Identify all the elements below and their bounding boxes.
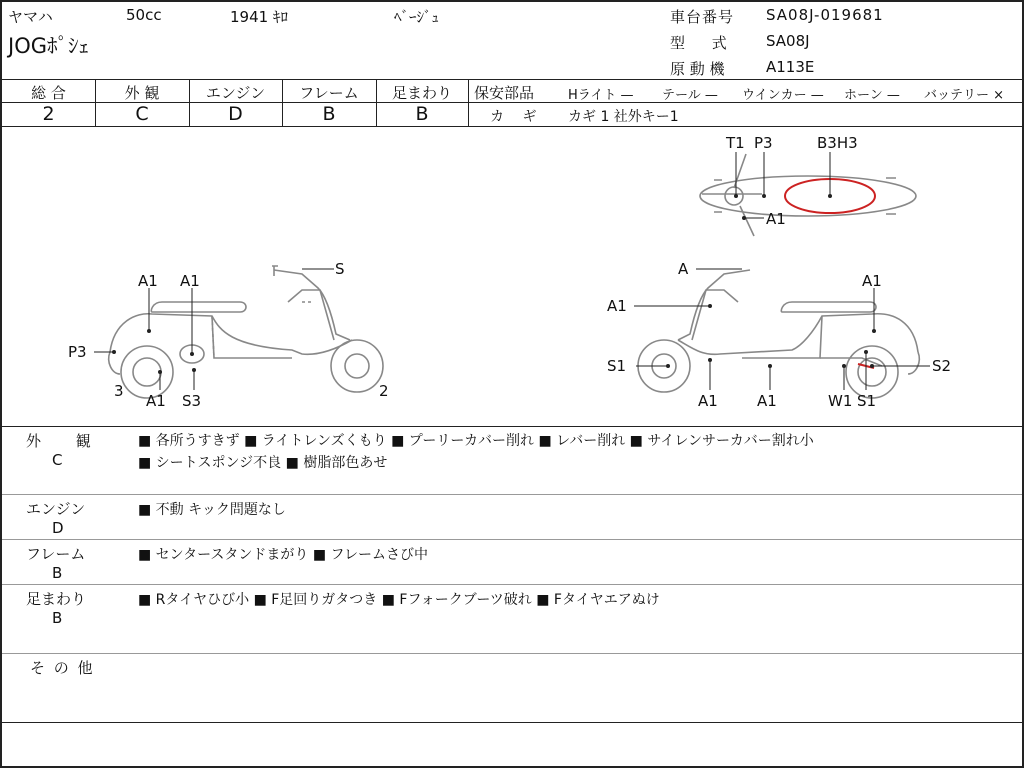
note-label-other: そ の 他 [30,659,93,677]
label-left-s3: S3 [182,392,202,410]
label-left-s: S [335,260,345,278]
grade-value-engine: D [228,103,243,125]
safety-label: 保安部品 [474,84,535,102]
engine-label: 原 動 機 [670,60,725,78]
grade-value-suspension: B [415,103,429,125]
label-top-a1: A1 [766,210,786,228]
grade-label-suspension: 足まわり [391,84,452,102]
frame-no-label: 車台番号 [670,8,735,26]
note-line-frame-1: ■ センタースタンドまがり ■ フレームさび中 [138,547,428,563]
note-line-engine-1: ■ 不動 キック問題なし [138,502,286,518]
label-left-a1-bottom: A1 [146,392,166,410]
frame-no: SA08J-019681 [766,6,884,24]
grade-label-overall: 総 合 [31,84,66,102]
grade-label-exterior: 外 観 [124,84,160,102]
label-right-s2: S2 [932,357,952,375]
damage-markers [112,194,876,374]
label-left-a1-panel: A1 [180,272,200,290]
grade-value-exterior: C [135,103,149,125]
displacement: 50cc [126,6,162,24]
label-left-a1-seat: A1 [138,272,158,290]
safety-winker: ウインカー — [742,88,824,103]
label-left-p3: P3 [68,343,87,361]
label-top-p3: P3 [754,134,773,152]
note-label-suspension: 足まわり [26,590,87,608]
header-divider [2,79,1022,80]
safety-battery: バッテリー × [924,88,1005,103]
scooter-top-view [700,154,916,236]
safety-horn: ホーン — [844,88,900,103]
safety-headlight: Hライト — [568,88,634,103]
note-grade-engine: D [52,519,64,537]
mileage: 1941 ｷﾛ [230,8,288,26]
label-right-w1: W1 [828,392,853,410]
label-right-a1-seat: A1 [862,272,882,290]
note-label-exterior: 外 観 [26,432,91,450]
grade-label-frame: フレーム [299,84,359,102]
note-grade-exterior: C [52,451,63,469]
note-label-engine: エンジン [26,500,86,518]
grade-value-overall: 2 [42,103,55,125]
label-right-s1-rear: S1 [857,392,877,410]
label-top-b3h3: B3H3 [817,134,858,152]
label-right-a1-body: A1 [757,392,777,410]
note-grade-suspension: B [52,609,63,627]
label-left-2: 2 [379,382,389,400]
label-right-a1-front: A1 [607,297,627,315]
model-name: JOGﾎﾟｼｪ [8,34,89,58]
type: SA08J [766,32,810,50]
note-line-exterior-2: ■ シートスポンジ不良 ■ 樹脂部色あせ [138,455,388,471]
key-value: カギ 1 社外キー1 [568,109,679,125]
grade-label-engine: エンジン [205,84,266,102]
label-right-a1-floor: A1 [698,392,718,410]
type-label: 型 式 [670,34,727,52]
note-label-frame: フレーム [26,545,86,563]
damage-diagram [2,126,1022,426]
maker: ヤマハ [8,8,53,26]
note-line-exterior-1: ■ 各所うすきず ■ ライトレンズくもり ■ プーリーカバー削れ ■ レバー削れ ■ サイレンサーカバー割れ小 [138,433,814,449]
label-right-a: A [678,260,689,278]
note-grade-frame: B [52,564,63,582]
label-top-t1: T1 [726,134,745,152]
key-label: カ ギ [490,109,537,125]
engine-model: A113E [766,58,815,76]
leader-lines [94,152,930,390]
label-right-s1-front: S1 [607,357,627,375]
color: ﾍﾞｰｼﾞｭ [394,8,440,26]
safety-tail: テール — [662,88,718,103]
grade-value-frame: B [322,103,336,125]
label-left-3: 3 [114,382,124,400]
note-line-suspension-1: ■ Rタイヤひび小 ■ F足回りガタつき ■ Fフォークブーツ破れ ■ Fタイヤエアぬけ [138,592,660,608]
